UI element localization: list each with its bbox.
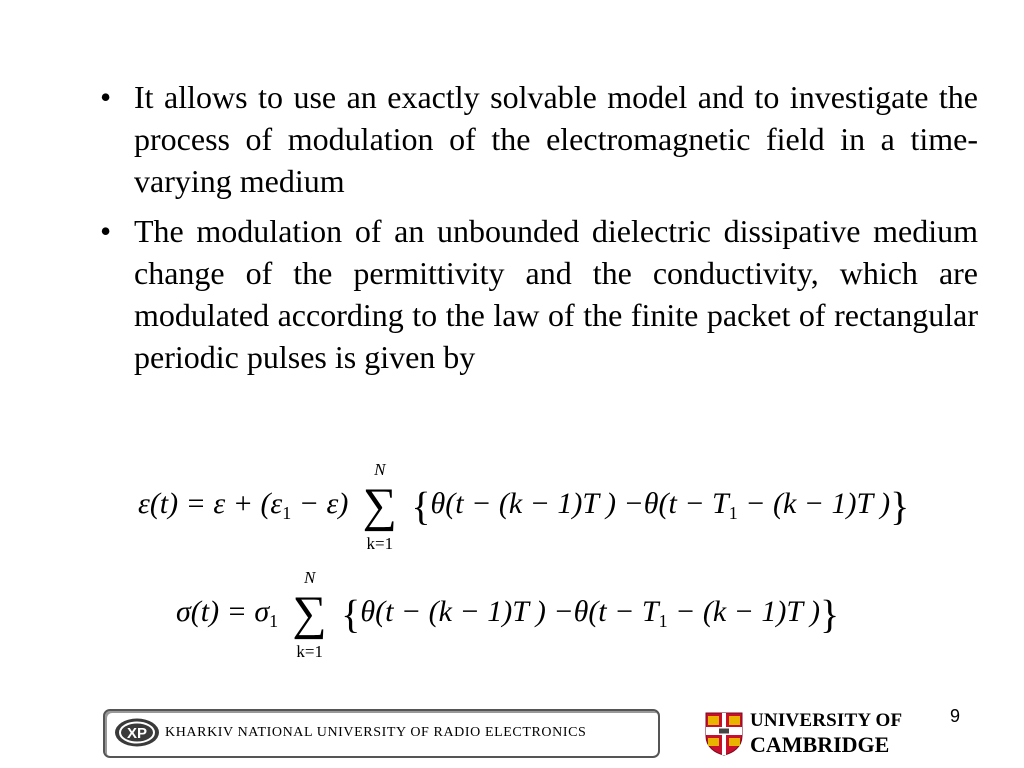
eq-body-subscript: 1 [658, 610, 668, 631]
eq-lhs: σ(t) = σ [176, 594, 270, 628]
bullet-text: The modulation of an unbounded dielectric dissipative medium change of the permittivity and the conductivity, which are modulated according to the law of the finite packet of rectangular periodic pulses is given by [134, 213, 978, 375]
sum-lower-limit: k=1 [296, 642, 323, 661]
bullet-marker: • [100, 213, 112, 249]
page-number: 9 [950, 706, 961, 726]
eq-body-subscript: 1 [728, 502, 738, 523]
sum-lower-limit: k=1 [366, 534, 394, 553]
eq-body-b: − (k − 1)T ) [737, 486, 891, 520]
open-brace: { [341, 591, 361, 637]
eq-lhs-tail: − ε) [291, 486, 349, 520]
sigma-glyph: ∑ [362, 479, 397, 532]
summation-symbol [288, 568, 332, 661]
sum-upper-limit: N [374, 460, 386, 479]
equation-permittivity [138, 460, 910, 553]
bullet-text: It allows to use an exactly solvable model and to investigate the process of modulation of the electromagnetic field in a time-varying medium [134, 79, 978, 199]
bullet-marker: • [100, 79, 112, 115]
kharkiv-logo-icon [113, 716, 161, 749]
close-brace: } [890, 483, 910, 529]
eq-lhs-subscript: 1 [282, 502, 292, 523]
sigma-glyph: ∑ [292, 587, 327, 640]
cambridge-line2: CAMBRIDGE [750, 732, 890, 757]
eq-body-a: θ(t − (k − 1)T ) −θ(t − T [430, 486, 729, 520]
open-brace: { [411, 483, 431, 529]
sum-upper-limit: N [303, 568, 316, 587]
close-brace: } [820, 591, 840, 637]
bullet-list [96, 76, 978, 386]
logo-letters: XP [126, 725, 148, 742]
university-name: KHARKIV NATIONAL UNIVERSITY OF RADIO ELECTRONICS [165, 725, 587, 740]
eq-lhs: ε(t) = ε + (ε [138, 486, 283, 520]
cambridge-line1: UNIVERSITY OF [750, 710, 903, 731]
eq-body-b: − (k − 1)T ) [667, 594, 820, 628]
bullet-item [96, 76, 978, 202]
equation-conductivity [176, 568, 840, 661]
university-banner [103, 709, 660, 758]
bullet-item [96, 210, 978, 378]
eq-body-a: θ(t − (k − 1)T ) −θ(t − T [360, 594, 659, 628]
cambridge-shield-icon [705, 712, 743, 756]
summation-symbol [358, 460, 402, 553]
cambridge-wordmark [750, 709, 902, 757]
eq-lhs-subscript: 1 [269, 610, 279, 631]
